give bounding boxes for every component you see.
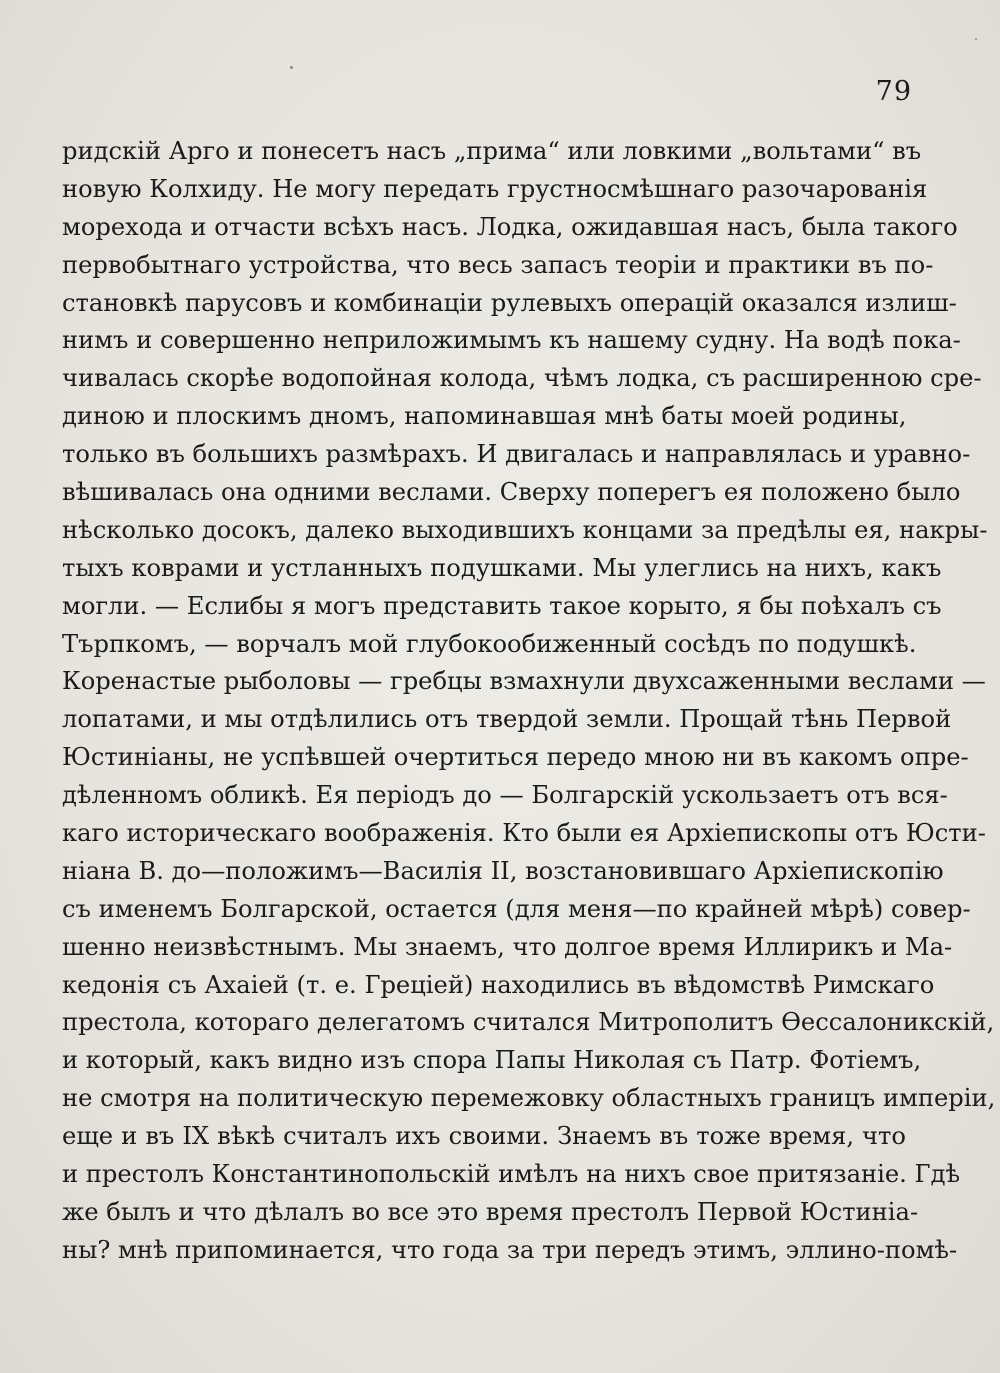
body-text — [62, 133, 996, 1270]
text-line: первобытнаго устройства, что весь запасъ теоріи и практики въ по- — [62, 250, 934, 279]
text-line: Търпкомъ, — ворчалъ мой глубокообиженный сосѣдъ по подушкѣ. — [62, 629, 917, 658]
text-line: же былъ и что дѣлалъ во все это время престолъ Первой Юстиніа- — [62, 1197, 919, 1226]
text-line: престола, котораго делегатомъ считался Митрополитъ Ѳессалоникскій, — [62, 1008, 995, 1037]
text-line: чивалась скорѣе водопойная колода, чѣмъ лодка, съ расширенною сре- — [62, 364, 982, 393]
text-line: ніана В. до—положимъ—Василія II, возстановившаго Архіепископію — [62, 856, 944, 885]
paper-speck — [975, 38, 977, 40]
text-line: кедонія съ Ахаіей (т. е. Греціей) находились въ вѣдомствѣ Римскаго — [62, 970, 935, 999]
text-line: нимъ и совершенно неприложимымъ къ нашему судну. На водѣ пока- — [62, 326, 961, 355]
text-line: Коренастые рыболовы — гребцы взмахнули двухсаженными веслами — — [62, 667, 986, 696]
text-line: и престолъ Константинопольскій имѣлъ на нихъ свое притязаніе. Гдѣ — [62, 1160, 961, 1189]
text-line: тыхъ коврами и устланныхъ подушками. Мы улеглись на нихъ, какъ — [62, 553, 942, 582]
text-line: могли. — Еслибы я могъ представить такое корыто, я бы поѣхалъ съ — [62, 591, 942, 620]
text-line: ридскій Арго и понесетъ насъ „прима“ или ловкими „вольтами“ въ — [62, 137, 922, 165]
text-line: вѣшивалась она одними веслами. Сверху поперегъ ея положено было — [62, 478, 961, 507]
text-line: ны? мнѣ припоминается, что года за три передъ этимъ, эллино-помѣ- — [62, 1235, 958, 1264]
text-line: Юстиніаны, не успѣвшей очертиться передо мною ни въ какомъ опре- — [62, 743, 969, 772]
page-number: 79 — [875, 76, 912, 107]
text-line: морехода и отчасти всѣхъ насъ. Лодка, ожидавшая насъ, была такого — [62, 212, 958, 241]
text-line: не смотря на политическую перемежовку областныхъ границъ имперіи, — [62, 1084, 996, 1113]
text-line: становкѣ парусовъ и комбинаціи рулевыхъ операцій оказался излиш- — [62, 288, 957, 317]
text-line: шенно неизвѣстнымъ. Мы знаемъ, что долгое время Иллирикъ и Ма- — [62, 932, 953, 961]
text-line: нѣсколько досокъ, далеко выходившихъ концами за предѣлы ея, накры- — [62, 515, 988, 544]
text-line: дѣленномъ обликѣ. Ея періодъ до — Болгарскій ускользаетъ отъ вся- — [62, 781, 948, 810]
paper-speck — [290, 66, 293, 69]
text-line: диною и плоскимъ дномъ, напоминавшая мнѣ баты моей родины, — [62, 402, 907, 431]
text-line: новую Колхиду. Не могу передать грустносмѣшнаго разочарованія — [62, 174, 928, 203]
text-line: съ именемъ Болгарской, остается (для меня—по крайней мѣрѣ) совер- — [62, 894, 971, 923]
text-line: и который, какъ видно изъ спора Папы Николая съ Патр. Фотіемъ, — [62, 1046, 922, 1075]
text-line: только въ большихъ размѣрахъ. И двигалась и направлялась и уравно- — [62, 440, 971, 469]
text-line: лопатами, и мы отдѣлились отъ твердой земли. Прощай тѣнь Первой — [62, 705, 952, 734]
text-line: еще и въ IX вѣкѣ считалъ ихъ своими. Знаемъ въ тоже время, что — [62, 1122, 906, 1151]
text-line: каго историческаго воображенія. Кто были ея Архіепископы отъ Юсти- — [62, 819, 986, 848]
